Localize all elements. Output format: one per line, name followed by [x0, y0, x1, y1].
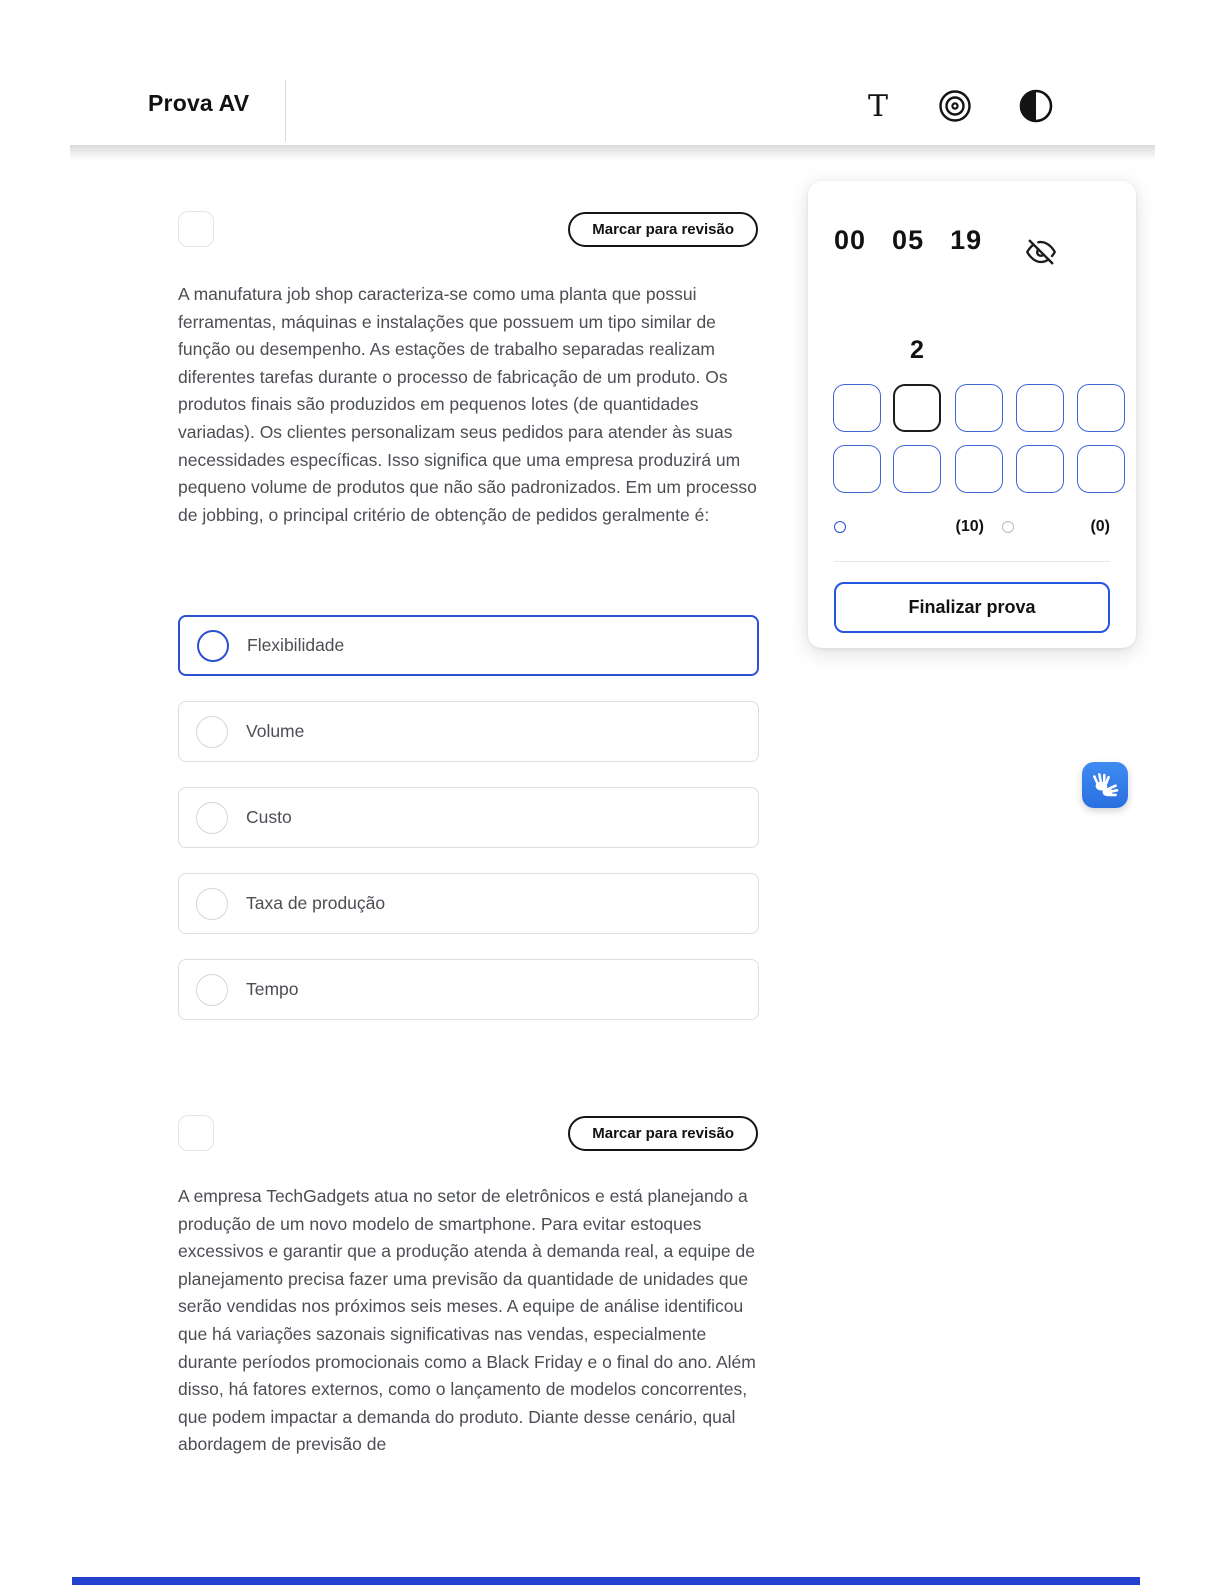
option-label: Taxa de produção — [246, 893, 386, 913]
question-text: A empresa TechGadgets atua no setor de eletrônicos e está planejando a produção de um novo modelo de smartphone. Para evitar estoques excessivos e garantir que a produção atenda à demanda real, a equipe de planejamento precisa fazer uma previsão da quantidade de unidades que serão vendidas nos próximos seis meses. A equipe de análise identificou que há variações sazonais significativas nas vendas, especialmente durante períodos promocionais como a Black Friday e o final do ano. Além disso, há fatores externos, como o lançamento de modelos concorrentes, que podem impactar a demanda do produto. Diante desse cenário, qual abordagem de previsão de — [178, 1186, 756, 1455]
answer-option-custo[interactable] — [178, 787, 759, 848]
header-divider — [285, 80, 286, 142]
font-size-icon[interactable]: T — [867, 88, 888, 124]
app-title: Prova AV — [148, 90, 250, 116]
question-nav-box-10[interactable] — [1077, 445, 1125, 493]
question-nav-box-5[interactable] — [1077, 384, 1125, 432]
panel-divider — [834, 561, 1110, 562]
answered-dot-icon — [1002, 521, 1014, 533]
header-shadow — [70, 145, 1155, 160]
timer-seconds: 19 — [950, 225, 983, 255]
answer-option-taxa-de-producao[interactable] — [178, 873, 759, 934]
focus-mask-icon[interactable] — [935, 86, 975, 126]
answer-option-tempo[interactable] — [178, 959, 759, 1020]
question-nav-box-9[interactable] — [1016, 445, 1064, 493]
review-checkbox[interactable] — [178, 211, 214, 247]
mark-for-review-button[interactable]: Marcar para revisão — [568, 1116, 758, 1151]
radio-icon — [196, 716, 228, 748]
legend-unanswered — [834, 518, 984, 536]
answer-options — [178, 615, 759, 1045]
exam-timer — [834, 225, 982, 256]
radio-icon — [196, 974, 228, 1006]
option-label: Volume — [246, 721, 305, 741]
bullseye-icon — [937, 88, 973, 124]
unanswered-count: (10) — [955, 518, 984, 535]
answer-option-volume[interactable] — [178, 701, 759, 762]
option-label: Custo — [246, 807, 292, 827]
answered-count: (0) — [1090, 518, 1110, 535]
app-header — [0, 0, 1225, 145]
radio-icon — [197, 630, 229, 662]
bottom-progress-bar — [72, 1577, 1140, 1585]
finish-exam-button[interactable]: Finalizar prova — [834, 582, 1110, 633]
half-circle-icon — [1018, 88, 1054, 124]
question-nav-box-8[interactable] — [955, 445, 1003, 493]
sign-language-hands-icon — [1088, 768, 1122, 802]
answer-option-flexibilidade[interactable] — [178, 615, 759, 676]
libras-accessibility-button[interactable] — [1082, 762, 1128, 808]
radio-icon — [196, 888, 228, 920]
answer-legend — [834, 518, 1110, 536]
question-nav-box-3[interactable] — [955, 384, 1003, 432]
radio-icon — [196, 802, 228, 834]
question-nav-box-6[interactable] — [833, 445, 881, 493]
review-checkbox[interactable] — [178, 1115, 214, 1151]
question-nav-box-4[interactable] — [1016, 384, 1064, 432]
mark-for-review-button[interactable]: Marcar para revisão — [568, 212, 758, 247]
question-nav-box-1[interactable] — [833, 384, 881, 432]
timer-minutes: 05 — [892, 225, 925, 255]
eye-off-icon — [1026, 237, 1056, 267]
question-nav-box-7[interactable] — [893, 445, 941, 493]
option-label: Flexibilidade — [247, 635, 345, 655]
question-text: A manufatura job shop caracteriza-se como uma planta que possui ferramentas, máquinas e instalações que possuem um tipo similar de função ou desempenho. As estações de trabalho separadas realizam diferentes tarefas durante o processo de fabricação de um produto. Os produtos finais são produzidos em pequenos lotes (de quantidades variadas). Os clientes personalizam seus pedidos para atender às suas necessidades específicas. Isso significa que uma empresa produzirá um pequeno volume de produtos que não são padronizados. Em um processo de jobbing, o principal critério de obtenção de pedidos geralmente é: — [178, 284, 757, 525]
exam-panel — [808, 181, 1136, 648]
hide-timer-button[interactable] — [1022, 233, 1060, 271]
contrast-icon[interactable] — [1016, 86, 1056, 126]
current-question-number: 2 — [910, 336, 924, 364]
option-label: Tempo — [246, 979, 299, 999]
question-nav-box-2-current[interactable] — [893, 384, 941, 432]
unanswered-dot-icon — [834, 521, 846, 533]
timer-hours: 00 — [834, 225, 867, 255]
legend-answered — [1002, 518, 1110, 536]
